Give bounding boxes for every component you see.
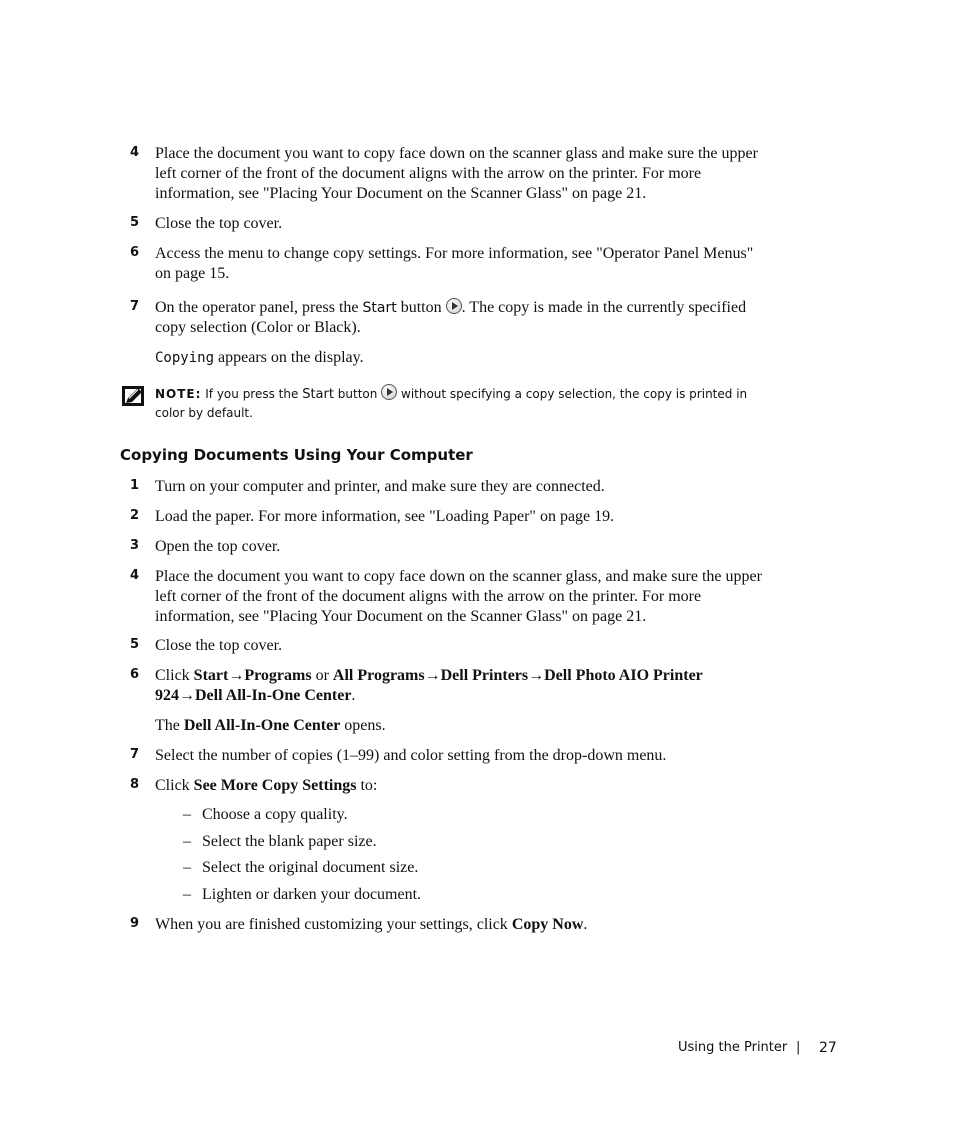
step-7 [130,746,770,766]
step-7-top [130,298,770,338]
copying-code: Copying [155,350,215,366]
step-4-top [130,144,770,204]
step-1 [130,477,770,497]
step-number: 2 [130,508,140,523]
footer-separator: | [796,1040,801,1055]
step-number: 4 [130,145,140,160]
step-number: 6 [130,667,140,682]
step-text: Load the paper. For more information, see "Loading Paper" on page 19. [155,508,615,525]
start-button-icon [446,298,462,314]
start-label: Start [362,300,397,316]
step-number: 8 [130,777,140,792]
step-text: Click Start→Programs or All Programs→Dell Printers→Dell Photo AIO Printer 924→Dell All-In-One Center. [155,667,703,704]
step-number: 5 [130,215,140,230]
step-5 [130,636,770,656]
step-9 [130,915,770,935]
step-text: Open the top cover. [155,538,281,555]
step-number: 1 [130,478,140,493]
step-text: Select the number of copies (1–99) and color setting from the drop-down menu. [155,747,667,764]
step-number: 4 [130,568,140,583]
step-6 [130,666,770,706]
step-text: Place the document you want to copy face down on the scanner glass and make sure the upper left corner of the front of the document aligns with the arrow on the printer. For more information, see "Placing Your Document on the Scanner Glass" on page 21. [155,145,758,202]
list-item: – Select the blank paper size. [183,833,377,850]
step-text: Place the document you want to copy face down on the scanner glass, and make sure the upper left corner of the front of the document aligns with the arrow on the printer. For more information, see "Placing Your Document on the Scanner Glass" on page 21. [155,568,762,625]
copying-display-text: Copying appears on the display. [155,349,364,366]
step-6-top [130,244,770,284]
step-text: When you are finished customizing your settings, click Copy Now. [155,916,588,933]
start-button-icon [381,384,397,400]
step-text: Click See More Copy Settings to: [155,777,378,794]
step-2 [130,507,770,527]
step-text: On the operator panel, press the Start button . The copy is made in the currently specified copy selection (Color or Black). [155,299,747,336]
step-text: Close the top cover. [155,215,283,232]
step-text: Turn on your computer and printer, and make sure they are connected. [155,478,605,495]
step-number: 5 [130,637,140,652]
step-5-top [130,214,770,234]
step-text: Access the menu to change copy settings. For more information, see "Operator Panel Menus" on page 15. [155,245,754,282]
page-number: 27 [819,1040,837,1056]
step-text: Close the top cover. [155,637,283,654]
step-8 [130,776,770,796]
step-number: 3 [130,538,140,553]
list-item: – Choose a copy quality. [183,806,348,823]
center-opens-text: The Dell All-In-One Center opens. [155,717,386,734]
step-number: 6 [130,245,140,260]
section-heading: Copying Documents Using Your Computer [120,446,473,464]
footer-section: Using the Printer [678,1040,788,1055]
note-label: NOTE: [155,387,202,401]
note-text: NOTE: If you press the Start button without specifying a copy selection, the copy is printed in color by default. [155,384,772,422]
step-number: 9 [130,916,140,931]
step-4 [130,567,770,627]
list-item: – Lighten or darken your document. [183,886,422,903]
note-box [122,384,772,422]
pencil-icon [122,386,144,406]
step-number: 7 [130,747,140,762]
step-number: 7 [130,299,140,314]
list-item: – Select the original document size. [183,859,419,876]
step-3 [130,537,770,557]
